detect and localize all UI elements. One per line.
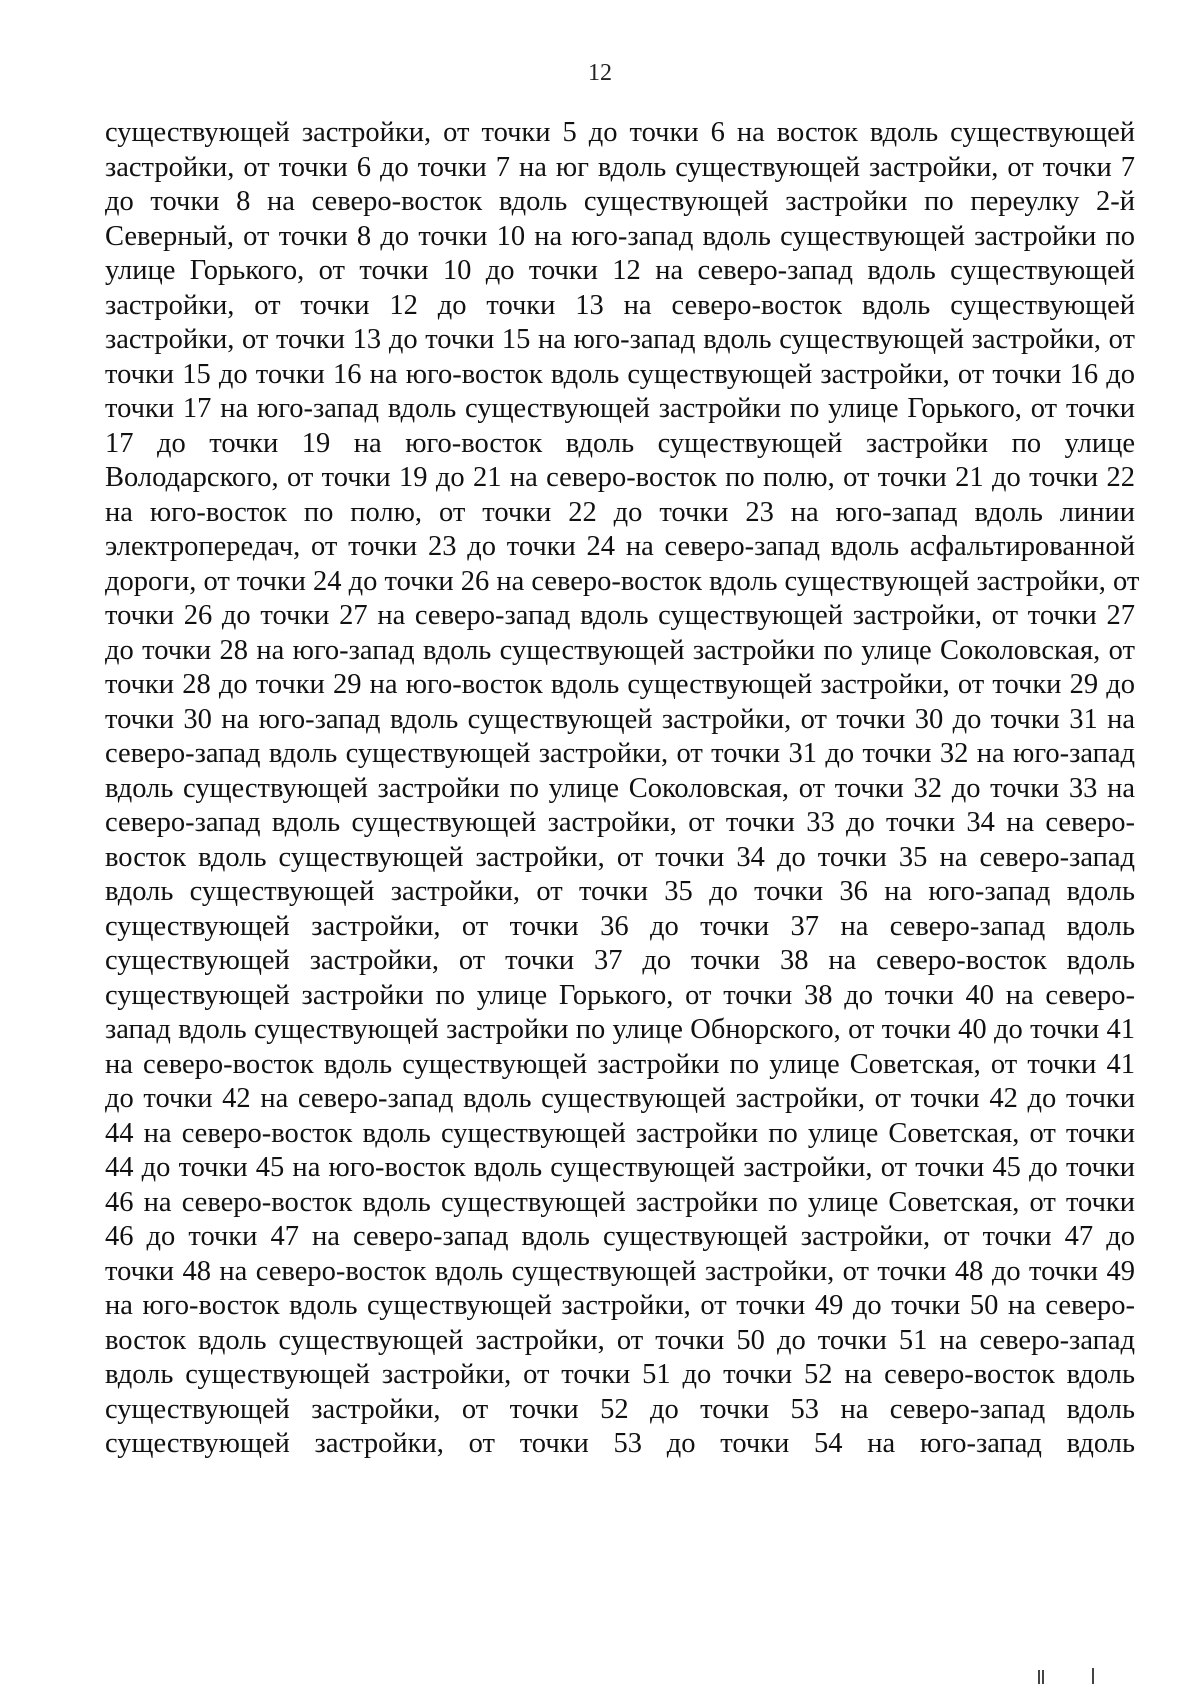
text-line: точки 28 до точки 29 на юго-восток вдоль существующей застройки, от точки 29 до: [105, 669, 1135, 700]
text-line: на северо-восток вдоль существующей застройки по улице Советская, от точки 41: [105, 1048, 1135, 1080]
text-line: застройки, от точки 12 до точки 13 на северо-восток вдоль существующей: [105, 289, 1135, 321]
text-line: северо-запад вдоль существующей застройки, от точки 31 до точки 32 на юго-запад: [105, 738, 1135, 769]
text-line: запад вдоль существующей застройки по улице Обнорского, от точки 40 до точки 41: [105, 1014, 1135, 1045]
text-line: 44 до точки 45 на юго-восток вдоль существующей застройки, от точки 45 до точки: [105, 1152, 1135, 1183]
text-line: точки 30 на юго-запад вдоль существующей застройки, от точки 30 до точки 31 на: [105, 703, 1135, 735]
text-line: застройки, от точки 13 до точки 15 на юго-запад вдоль существующей застройки, от: [105, 324, 1135, 355]
text-line: восток вдоль существующей застройки, от точки 50 до точки 51 на северо-запад: [105, 1324, 1135, 1356]
text-line: электропередач, от точки 23 до точки 24 на северо-запад вдоль асфальтированной: [105, 531, 1135, 562]
text-line: северо-запад вдоль существующей застройки, от точки 33 до точки 34 на северо-: [105, 807, 1135, 838]
text-line: существующей застройки, от точки 53 до точки 54 на юго-запад вдоль: [105, 1428, 1135, 1459]
text-line: до точки 8 на северо-восток вдоль существующей застройки по переулку 2-й: [105, 186, 1135, 217]
text-line: существующей застройки, от точки 36 до точки 37 на северо-запад вдоль: [105, 910, 1135, 942]
text-line: точки 17 на юго-запад вдоль существующей застройки по улице Горького, от точки: [105, 393, 1135, 424]
text-line: существующей застройки, от точки 37 до точки 38 на северо-восток вдоль: [105, 945, 1135, 976]
text-line: существующей застройки, от точки 52 до точки 53 на северо-запад вдоль: [105, 1393, 1135, 1425]
text-line: на юго-восток по полю, от точки 22 до точки 23 на юго-запад вдоль линии: [105, 496, 1135, 528]
text-line: вдоль существующей застройки, от точки 35 до точки 36 на юго-запад вдоль: [105, 876, 1135, 907]
scan-artifact-mark: [1092, 1668, 1094, 1684]
text-line: 44 на северо-восток вдоль существующей застройки по улице Советская, от точки: [105, 1117, 1135, 1149]
text-line: 46 на северо-восток вдоль существующей застройки по улице Советская, от точки: [105, 1186, 1135, 1218]
scan-artifact-mark: [1042, 1670, 1044, 1684]
text-line: точки 48 на северо-восток вдоль существующей застройки, от точки 48 до точки 49: [105, 1255, 1135, 1287]
text-line: точки 15 до точки 16 на юго-восток вдоль существующей застройки, от точки 16 до: [105, 358, 1135, 390]
text-line: застройки, от точки 6 до точки 7 на юг вдоль существующей застройки, от точки 7: [105, 151, 1135, 183]
text-line: восток вдоль существующей застройки, от точки 34 до точки 35 на северо-запад: [105, 841, 1135, 873]
text-line: дороги, от точки 24 до точки 26 на северо-восток вдоль существующей застройки, от: [105, 565, 1140, 597]
text-line: Северный, от точки 8 до точки 10 на юго-запад вдоль существующей застройки по: [105, 220, 1135, 252]
scan-artifact-mark: [1038, 1670, 1040, 1684]
text-line: точки 26 до точки 27 на северо-запад вдоль существующей застройки, от точки 27: [105, 600, 1135, 631]
text-line: 46 до точки 47 на северо-запад вдоль существующей застройки, от точки 47 до: [105, 1221, 1135, 1252]
document-body-text: [105, 116, 1140, 1462]
text-line: до точки 28 на юго-запад вдоль существующей застройки по улице Соколовская, от: [105, 634, 1135, 666]
text-line: до точки 42 на северо-запад вдоль существующей застройки, от точки 42 до точки: [105, 1083, 1135, 1114]
text-line: на юго-восток вдоль существующей застройки, от точки 49 до точки 50 на северо-: [105, 1290, 1135, 1321]
text-line: 17 до точки 19 на юго-восток вдоль существующей застройки по улице: [105, 427, 1135, 459]
text-line: существующей застройки по улице Горького, от точки 38 до точки 40 на северо-: [105, 979, 1135, 1011]
text-line: Володарского, от точки 19 до 21 на северо-восток по полю, от точки 21 до точки 22: [105, 462, 1135, 493]
text-line: улице Горького, от точки 10 до точки 12 на северо-запад вдоль существующей: [105, 255, 1135, 286]
text-line: вдоль существующей застройки по улице Соколовская, от точки 32 до точки 33 на: [105, 772, 1135, 804]
text-line: существующей застройки, от точки 5 до точки 6 на восток вдоль существующей: [105, 117, 1135, 148]
page-number: 12: [588, 60, 612, 86]
text-line: вдоль существующей застройки, от точки 51 до точки 52 на северо-восток вдоль: [105, 1359, 1135, 1390]
